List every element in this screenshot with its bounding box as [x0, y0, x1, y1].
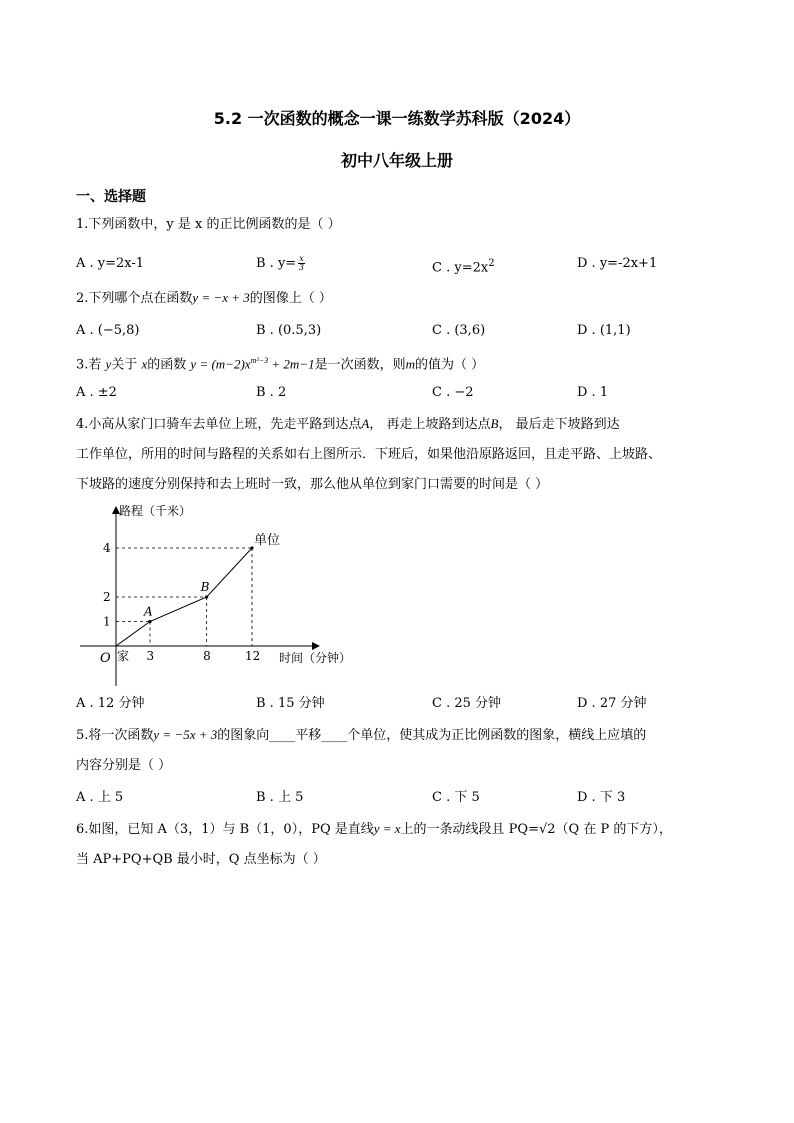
home-label: 家	[117, 649, 130, 663]
question-2-option-d: D . (1,1)	[577, 323, 631, 338]
question-6-line-1: 6.如图，已知 A（3，1）与 B（1，0），PQ 是直线y = x上的一条动线段且 PQ=√2（Q 在 P 的下方），	[76, 821, 672, 837]
question-5-option-c: C . 下 5	[432, 790, 480, 805]
x-axis-label: 时间（分钟）	[279, 651, 352, 665]
question-1-option-c: C . $y=2x^2$	[432, 258, 495, 276]
question-2-option-b: B . (0.5,3)	[256, 323, 322, 338]
question-4-line-2: 工作单位，所用的时间与路程的关系如右上图所示．下班后，如果他沿原路返回，且走平路、上坡路、	[76, 447, 662, 462]
x-tick-label: 12	[244, 649, 261, 663]
question-3-stem: 3.若 y关于 x的函数 $y = (m-2)x^{m^2-3} + 2m-1$是一次函数，则m的值为（ ）	[76, 356, 485, 373]
question-4-option-b: B . 15 分钟	[256, 696, 325, 711]
y-tick-label: 4	[103, 541, 111, 555]
document-subtitle: 初中八年级上册	[340, 151, 453, 170]
document-title: 5.2 一次函数的概念一课一练数学苏科版（2024）	[213, 109, 581, 128]
y-axis-label: 路程（千米）	[119, 504, 192, 518]
question-2-option-a: A . (−5,8)	[76, 323, 140, 338]
point-label: A	[143, 604, 153, 619]
origin-label: O	[100, 651, 111, 666]
question-3-option-c: C . −2	[432, 385, 474, 400]
question-1-option-b: B . y= $\frac{x}{3}$	[256, 254, 304, 272]
question-3-option-a: A . ±2	[76, 385, 117, 400]
section-heading: 一、选择题	[76, 189, 146, 205]
data-point	[148, 620, 151, 623]
point-label: B	[200, 580, 210, 594]
question-2-stem: 2.下列哪个点在函数y = −x + 3的图像上（ ）	[76, 290, 332, 306]
question-4-option-c: C . 25 分钟	[432, 696, 502, 711]
question-5-option-d: D . 下 3	[577, 790, 626, 805]
question-4-line-1: 4.小高从家门口骑车去单位上班，先走平路到达点A， 再走上坡路到达点B， 最后走下坡路到达	[76, 416, 620, 432]
x-tick-label: 8	[203, 649, 211, 663]
question-4-option-a: A . 12 分钟	[76, 696, 145, 711]
question-5-line-1: 5.将一次函数y = −5x + 3的图象向____平移____个单位，使其成为正比例函数的图象，横线上应填的	[76, 727, 647, 743]
question-1-option-a: A . y=2x-1	[76, 256, 145, 271]
question-4-line-3: 下坡路的速度分别保持和去上班时一致，那么他从单位到家门口需要的时间是（ ）	[76, 477, 549, 492]
question-4-option-d: D . 27 分钟	[577, 696, 647, 711]
y-tick-label: 2	[103, 590, 111, 604]
question-2-option-c: C . (3,6)	[432, 323, 486, 338]
question-3-option-d: D . 1	[577, 385, 609, 400]
chart-labels	[103, 533, 280, 663]
question-5-line-2: 内容分别是（ ）	[76, 758, 172, 773]
y-tick-label: 1	[103, 614, 111, 629]
question-3-option-b: B . 2	[256, 385, 287, 400]
question-1-option-d: D . y=-2x+1	[577, 256, 658, 271]
question-5-option-a: A . 上 5	[76, 790, 124, 805]
question-5-option-b: B . 上 5	[256, 790, 304, 805]
point-label: 单位	[253, 533, 280, 548]
question-6-line-2: 当 AP+PQ+QB 最小时，Q 点坐标为（ ）	[76, 852, 326, 867]
data-point	[205, 595, 208, 598]
x-tick-label: 3	[146, 649, 155, 663]
question-1-stem: 1.下列函数中，y 是 x 的正比例函数的是（ ）	[76, 217, 341, 232]
